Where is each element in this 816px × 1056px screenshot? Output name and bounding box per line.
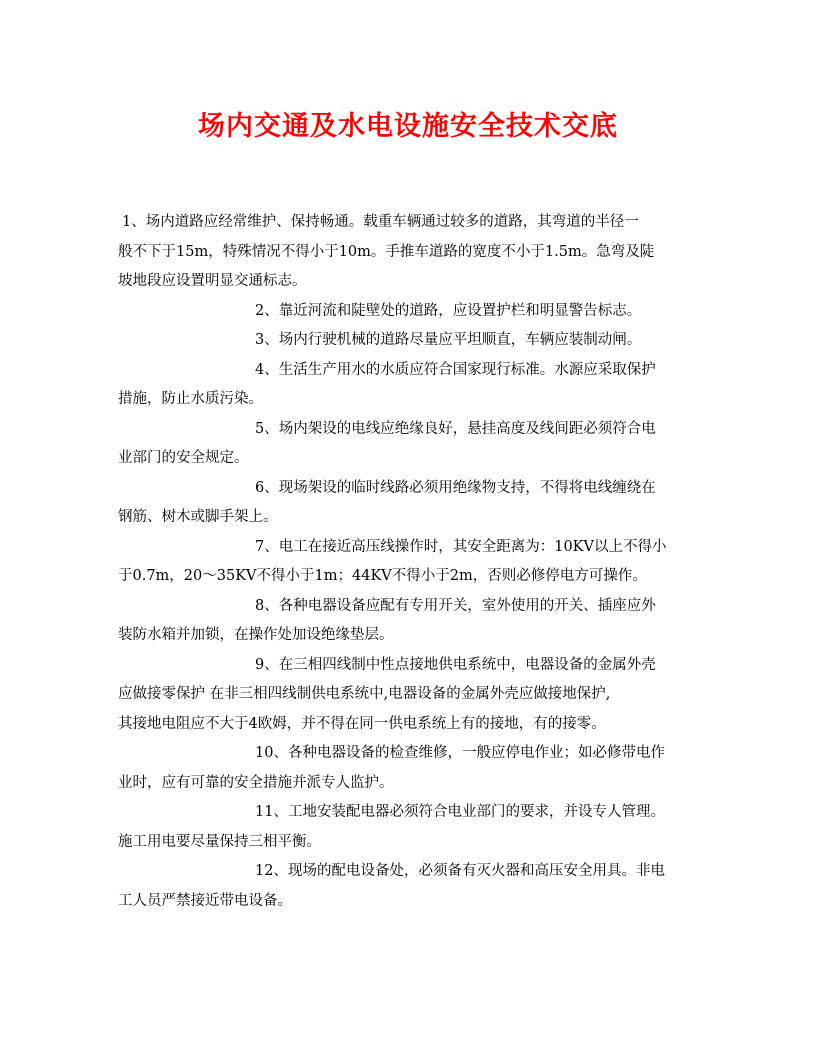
- paragraph-line: 5、场内架设的电线应绝缘良好，悬挂高度及线间距必须符合电: [255, 420, 656, 437]
- paragraph-line: 般不下于15m，特殊情况不得小于10m。手推车道路的宽度不小于1.5m。急弯及陡: [118, 243, 655, 260]
- paragraph-line: 4、生活生产用水的水质应符合国家现行标准。水源应采取保护: [255, 361, 656, 378]
- paragraph-line: 工人员严禁接近带电设备。: [118, 892, 292, 909]
- paragraph-line: 11、工地安装配电器必须符合电业部门的要求，并设专人管理。: [255, 804, 665, 820]
- paragraph-line: 1、场内道路应经常维护、保持畅通。载重车辆通过较多的道路，其弯道的半径一: [122, 214, 639, 230]
- paragraph-5: [118, 415, 698, 474]
- paragraph-line: 6、现场架设的临时线路必须用绝缘物支持，不得将电线缠绕在: [255, 479, 656, 496]
- paragraph-line: 7、电工在接近高压线操作时，其安全距离为：10KV以上不得小: [255, 538, 667, 555]
- paragraph-10: [118, 739, 698, 798]
- paragraph-1: [118, 208, 698, 297]
- paragraph-6: [118, 474, 698, 533]
- paragraph-line: 施工用电要尽量保持三相平衡。: [118, 833, 321, 850]
- paragraph-line: 于0.7m，20～35KV不得小于1m；44KV不得小于2m，否则必修停电方可操作。: [118, 568, 647, 584]
- paragraph-line: 12、现场的配电设备处，必须备有灭火器和高压安全用具。非电: [255, 863, 665, 879]
- paragraph-line: 措施，防止水质污染。: [118, 391, 263, 407]
- document-title: 场内交通及水电设施安全技术交底: [198, 111, 618, 142]
- paragraph-line: 10、各种电器设备的检查维修，一般应停电作业；如必修带电作: [255, 745, 665, 761]
- paragraph-12: [118, 857, 698, 916]
- paragraph-line: 9、在三相四线制中性点接地供电系统中，电器设备的金属外壳: [255, 656, 656, 673]
- paragraph-line: 3、场内行驶机械的道路尽量应平坦顺直，车辆应装制动闸。: [255, 332, 642, 348]
- paragraph-11: [118, 798, 698, 857]
- paragraph-line: 坡地段应设置明显交通标志。: [118, 273, 307, 289]
- paragraph-line: 装防水箱并加锁，在操作处加设绝缘垫层。: [118, 627, 394, 643]
- paragraph-3: [118, 326, 698, 356]
- paragraph-line: 业时，应有可靠的安全措施并派专人监护。: [118, 774, 394, 791]
- paragraph-4: [118, 356, 698, 415]
- paragraph-7: [118, 533, 698, 592]
- paragraph-8: [118, 592, 698, 651]
- paragraph-line: 8、各种电器设备应配有专用开关，室外使用的开关、插座应外: [255, 597, 656, 614]
- paragraph-9: [118, 651, 698, 740]
- paragraph-line: 其接地电阻应不大于4欧姆，并不得在同一供电系统上有的接地，有的接零。: [118, 715, 606, 732]
- paragraph-2: [118, 297, 698, 327]
- paragraph-line: 钢筋、树木或脚手架上。: [118, 509, 278, 525]
- document-body: [118, 208, 698, 916]
- paragraph-line: 2、靠近河流和陡壁处的道路，应设置护栏和明显警告标志。: [255, 302, 642, 319]
- paragraph-line: 业部门的安全规定。: [118, 450, 249, 466]
- paragraph-line: 应做接零保护 在非三相四线制供电系统中,电器设备的金属外壳应做接地保护,: [118, 686, 611, 702]
